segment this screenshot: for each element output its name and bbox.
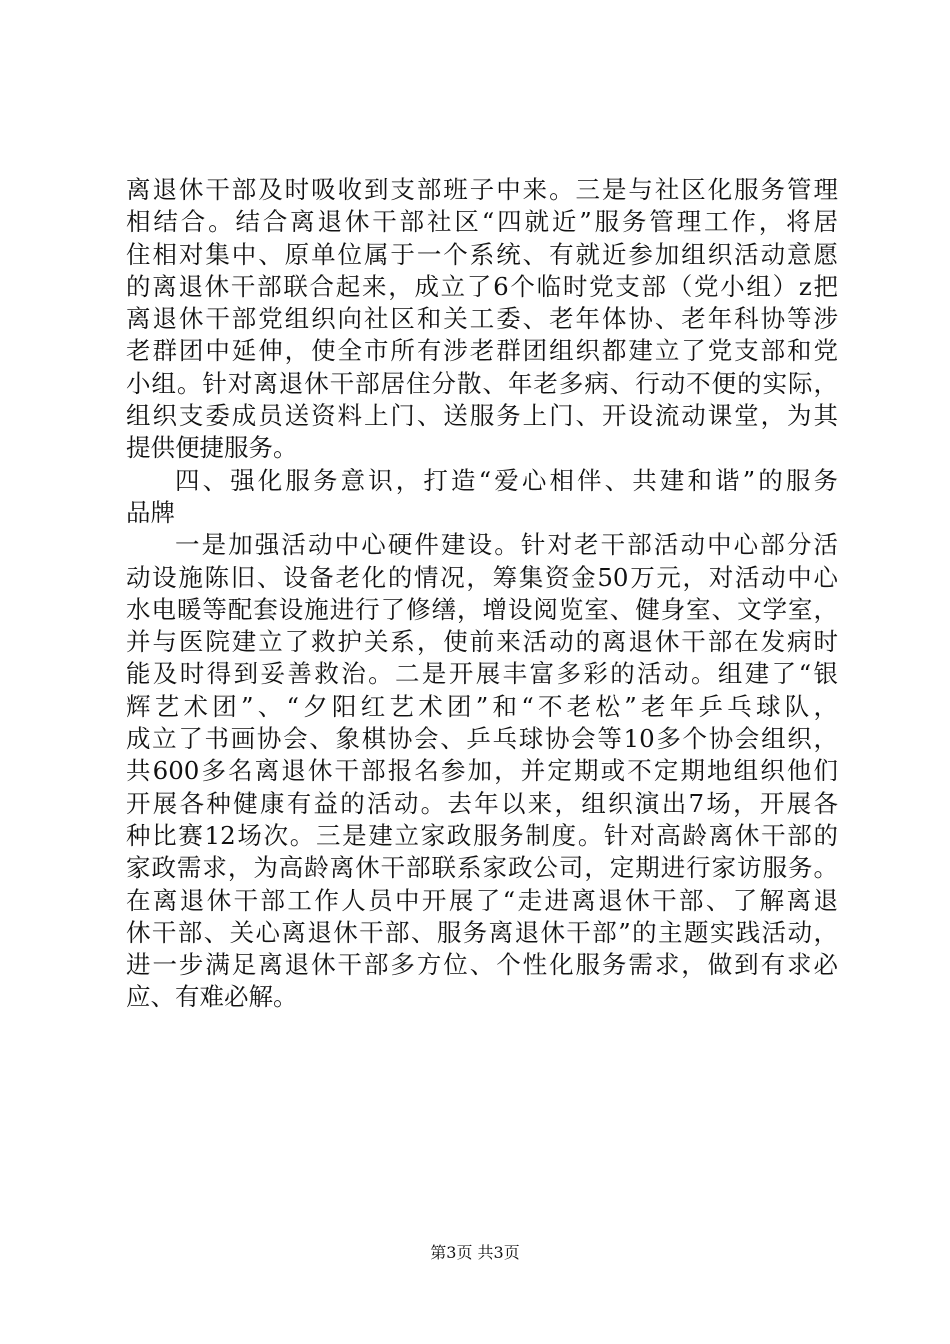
text-line: 动设施陈旧、设备老化的情况，筹集资金50万元，对活动中心 (126, 562, 838, 592)
page-number-footer: 第3页 共3页 (430, 1243, 520, 1262)
text-line: 应、有难必解。 (126, 982, 298, 1012)
text-line: 组织支委成员送资料上门、送服务上门、开设流动课堂，为其 (126, 401, 838, 431)
text-line: 进一步满足离退休干部多方位、个性化服务需求，做到有求必 (126, 950, 838, 980)
text-line: 的离退休干部联合起来，成立了6个临时党支部（党小组）z把 (126, 271, 838, 301)
text-line: 种比赛12场次。三是建立家政服务制度。针对高龄离休干部的 (126, 820, 838, 850)
text-line: 成立了书画协会、象棋协会、乒乓球协会等10多个协会组织， (126, 724, 838, 754)
section-heading-line: 四、强化服务意识，打造“爱心相伴、共建和谐”的服务 (175, 465, 838, 495)
text-line: 老群团中延伸，使全市所有涉老群团组织都建立了党支部和党 (126, 336, 838, 366)
text-line: 相结合。结合离退休干部社区“四就近”服务管理工作，将居 (126, 207, 838, 237)
text-line: 提供便捷服务。 (126, 433, 298, 463)
text-line: 住相对集中、原单位属于一个系统、有就近参加组织活动意愿 (126, 239, 838, 269)
section-heading-line: 品牌 (126, 497, 175, 527)
text-line: 水电暖等配套设施进行了修缮，增设阅览室、健身室、文学室， (126, 594, 838, 624)
text-line: 休干部、关心离退休干部、服务离退休干部”的主题实践活动， (126, 917, 838, 947)
text-line: 家政需求，为高龄离休干部联系家政公司，定期进行家访服务。 (126, 853, 838, 883)
text-line: 并与医院建立了救护关系，使前来活动的离退休干部在发病时 (126, 627, 838, 657)
text-line: 辉艺术团”、“夕阳红艺术团”和“不老松”老年乒乓球队， (126, 691, 838, 721)
text-line: 一是加强活动中心硬件建设。针对老干部活动中心部分活 (175, 530, 838, 560)
text-line: 共600多名离退休干部报名参加，并定期或不定期地组织他们 (126, 756, 838, 786)
text-line: 能及时得到妥善救治。二是开展丰富多彩的活动。组建了“银 (126, 659, 838, 689)
text-line: 开展各种健康有益的活动。去年以来，组织演出7场，开展各 (126, 788, 838, 818)
text-line: 小组。针对离退休干部居住分散、年老多病、行动不便的实际， (126, 368, 838, 398)
text-line: 离退休干部党组织向社区和关工委、老年体协、老年科协等涉 (126, 304, 838, 334)
document-body (126, 174, 838, 1014)
text-line: 在离退休干部工作人员中开展了“走进离退休干部、了解离退 (126, 885, 838, 915)
text-line: 离退休干部及时吸收到支部班子中来。三是与社区化服务管理 (126, 175, 838, 204)
